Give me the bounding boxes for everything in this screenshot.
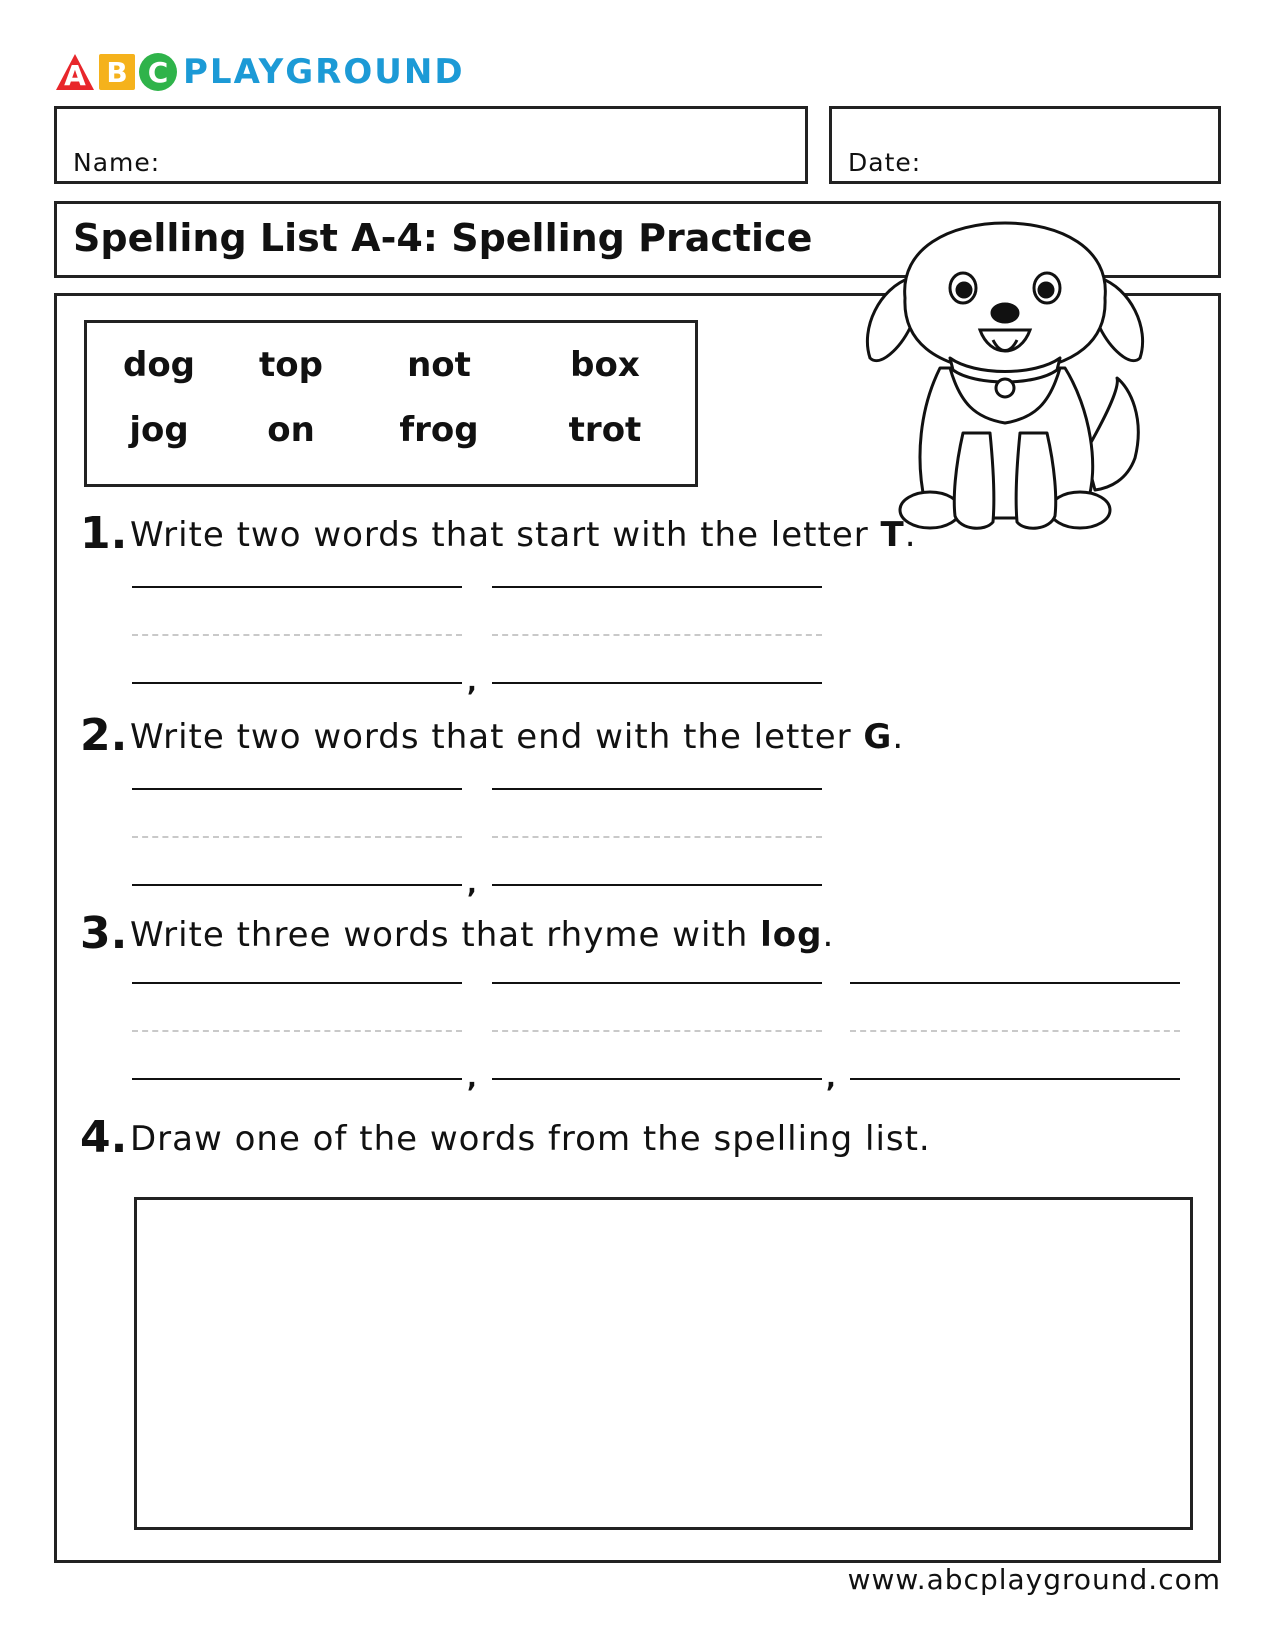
word-bank-word: trot [568,410,642,450]
comma-separator: , [467,1064,477,1094]
date-label: Date: [848,148,922,177]
question-3-word: log [760,915,823,955]
question-3-number: 3. [80,908,128,959]
question-2-number: 2. [80,710,128,761]
question-1-letter: T [880,515,905,555]
answer-guide-mid [492,634,822,636]
answer-guide-top [132,982,462,984]
answer-guide-top [132,586,462,588]
answer-guide-mid [132,836,462,838]
drawing-area[interactable] [134,1197,1193,1530]
abc-playground-logo [55,52,465,92]
word-bank-word: frog [399,410,479,450]
answer-guide-mid [850,1030,1180,1032]
worksheet-title: Spelling List A-4: Spelling Practice [73,216,813,260]
word-bank-word: on [267,410,315,450]
answer-line-3c[interactable] [850,1078,1180,1080]
word-bank-word: top [259,345,323,385]
question-2-text: Write two words that end with the letter G. [130,717,905,757]
comma-separator: , [467,668,477,698]
answer-guide-top [492,982,822,984]
answer-line-1b[interactable] [492,682,822,684]
answer-guide-top [132,788,462,790]
question-1-number: 1. [80,508,128,559]
name-label: Name: [73,148,161,177]
word-bank-word: dog [122,345,196,385]
question-2-letter: G [863,717,893,757]
logo-letter-c: C [139,53,177,91]
word-bank-word: not [407,345,471,385]
question-4-number: 4. [80,1112,128,1163]
answer-line-3b[interactable] [492,1078,822,1080]
footer-url: www.abcplayground.com [847,1563,1221,1596]
comma-separator: , [467,870,477,900]
answer-line-2b[interactable] [492,884,822,886]
question-3-text: Write three words that rhyme with log. [130,915,835,955]
answer-guide-mid [132,634,462,636]
question-1-text: Write two words that start with the letter T. [130,515,917,555]
puppy-illustration [855,218,1155,543]
answer-line-3a[interactable] [132,1078,462,1080]
answer-guide-top [850,982,1180,984]
answer-line-2a[interactable] [132,884,462,886]
answer-guide-mid [492,836,822,838]
answer-guide-top [492,586,822,588]
answer-guide-top [492,788,822,790]
word-bank-word: jog [129,410,189,450]
word-bank [84,320,698,487]
logo-letter-b: B [99,54,135,90]
logo-letter-a: A [55,53,95,91]
date-field[interactable] [829,106,1221,184]
word-bank-word: box [570,345,640,385]
logo-wordmark: PLAYGROUND [183,52,465,92]
answer-line-1a[interactable] [132,682,462,684]
comma-separator: , [826,1064,836,1094]
question-4-text: Draw one of the words from the spelling list. [130,1119,931,1159]
answer-guide-mid [132,1030,462,1032]
answer-guide-mid [492,1030,822,1032]
name-field[interactable] [54,106,808,184]
